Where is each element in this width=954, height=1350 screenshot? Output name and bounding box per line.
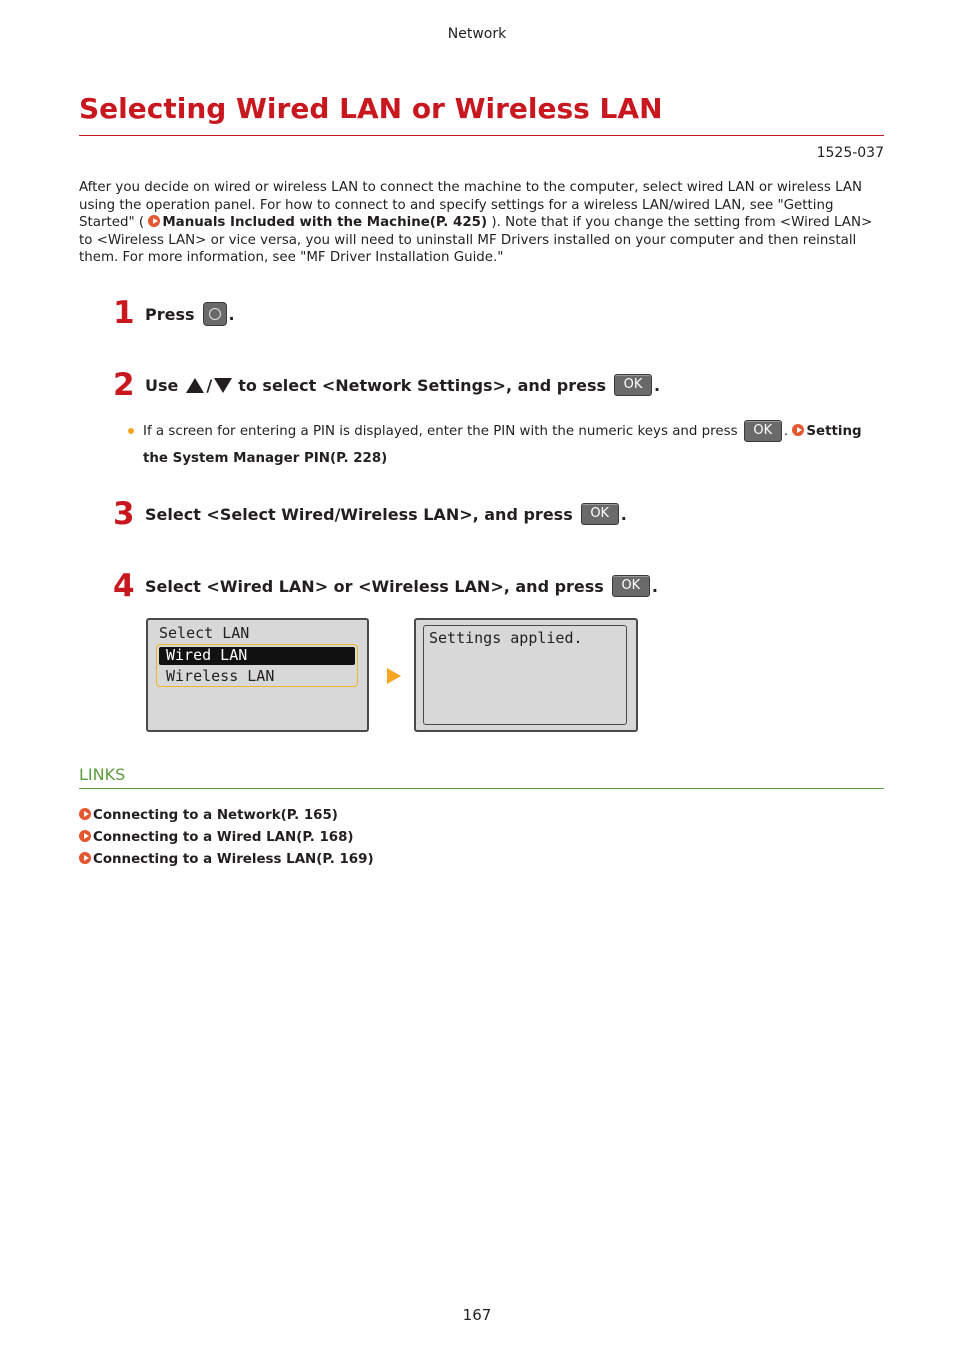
step-number-4: 4 — [113, 568, 135, 604]
page-number: 167 — [462, 1306, 492, 1324]
document-id: 1525-037 — [816, 145, 884, 161]
down-arrow-key-icon — [214, 378, 232, 393]
ok-key-icon: OK — [614, 374, 652, 396]
intro-link-manuals[interactable]: Manuals Included with the Machine(P. 425) — [148, 215, 487, 230]
step-2-text: Use / to select <Network Settings>, and press OK . — [145, 375, 661, 395]
lcd-title: Select LAN — [159, 624, 250, 642]
ok-key-icon: OK — [612, 575, 650, 597]
step-number-3: 3 — [113, 496, 135, 532]
step-1-text: Press . — [145, 302, 235, 326]
lcd-option-wireless-lan: Wireless LAN — [166, 667, 275, 685]
ok-key-icon: OK — [581, 503, 619, 525]
link-arrow-icon — [148, 215, 160, 227]
running-header: Network — [447, 26, 507, 42]
step-number-1: 1 — [113, 295, 135, 331]
up-arrow-key-icon — [186, 378, 204, 393]
link-connecting-to-network[interactable]: Connecting to a Network(P. 165) — [79, 808, 338, 823]
title-divider — [79, 135, 884, 136]
link-arrow-icon — [79, 830, 91, 842]
intro-paragraph — [79, 179, 887, 267]
step-number-2: 2 — [113, 367, 135, 403]
step-2-note: If a screen for entering a PIN is displayed, enter the PIN with the numeric keys and press OK . Setting the System Manager PIN(P. 228) — [128, 418, 873, 472]
page-title: Selecting Wired LAN or Wireless LAN — [79, 92, 663, 125]
intro-text-before: After you decide on wired or wireless LAN to connect the machine to the computer, select wired LAN or wireless LAN using the operation panel. For how to connect to and specify settings for a wireless LAN/wired LAN, see "Getting Started" ( — [79, 180, 863, 230]
lcd-settings-applied-screen — [414, 618, 638, 732]
link-arrow-icon — [79, 852, 91, 864]
bullet-icon — [128, 428, 134, 434]
menu-key-icon — [203, 302, 227, 326]
intro-text-after: ). Note that if you change the setting from <Wired LAN> to <Wireless LAN> or vice versa, you will need to uninstall MF Drivers installed on your computer and then reinstall them. For more information, see "MF Driver Installation Guide." — [79, 215, 873, 265]
lcd-select-lan-screen — [146, 618, 369, 732]
link-arrow-icon — [792, 424, 804, 436]
step-3-text: Select <Select Wired/Wireless LAN>, and press OK . — [145, 504, 627, 524]
lcd-message: Settings applied. — [429, 629, 583, 647]
note-link-system-manager-pin[interactable]: Setting the System Manager PIN(P. 228) — [143, 424, 862, 466]
links-heading: LINKS — [79, 765, 126, 784]
transition-arrow-icon — [387, 668, 401, 684]
lcd-option-wired-lan: Wired LAN — [166, 646, 248, 664]
ok-key-icon: OK — [744, 420, 782, 442]
links-divider — [79, 788, 884, 789]
lcd-option-group — [156, 644, 358, 687]
lcd-message-frame — [423, 625, 627, 725]
link-connecting-to-wireless-lan[interactable]: Connecting to a Wireless LAN(P. 169) — [79, 852, 374, 867]
link-connecting-to-wired-lan[interactable]: Connecting to a Wired LAN(P. 168) — [79, 830, 354, 845]
link-arrow-icon — [79, 808, 91, 820]
step-4-text: Select <Wired LAN> or <Wireless LAN>, and press OK . — [145, 576, 658, 596]
